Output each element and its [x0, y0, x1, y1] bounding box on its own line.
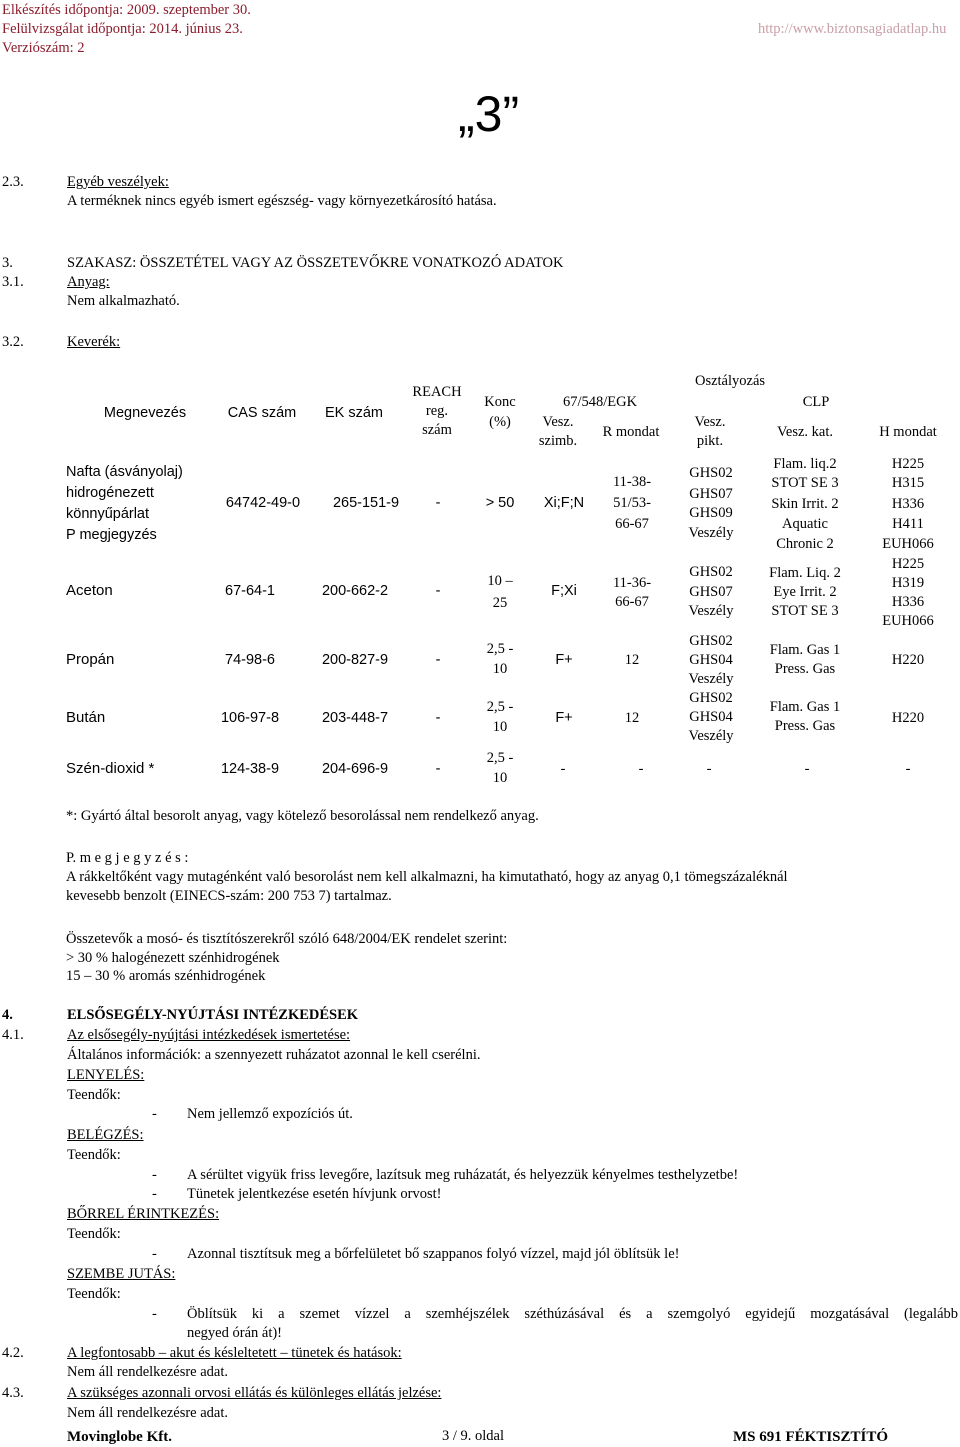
row-h-line: H336	[891, 496, 925, 512]
row-cat-line: Flam. Gas 1	[769, 642, 841, 658]
footer-page: 3 / 9. oldal	[442, 1428, 505, 1444]
row-symbol: F+	[555, 652, 573, 668]
row-cat-line: STOT SE 3	[771, 475, 839, 491]
section-4-3-number: 4.3.	[2, 1385, 24, 1401]
section-3-title: SZAKASZ: ÖSSZETÉTEL VAGY AZ ÖSSZETEVŐKRE VONATKOZÓ ADATOK	[67, 255, 564, 271]
header-reach-line3: szám	[422, 422, 452, 438]
row-ek: 265-151-9	[332, 495, 400, 511]
header-vesz-kat: Vesz. kat.	[777, 424, 833, 440]
section-4-3-title: A szükséges azonnali orvosi ellátás és különleges ellátás jelzése:	[67, 1385, 442, 1401]
row-reach: -	[435, 652, 441, 668]
section-2-3-text: A terméknek nincs egyéb ismert egészség- vagy környezetkárosító hatása.	[67, 193, 497, 209]
todo-label: Teendők:	[67, 1087, 121, 1103]
row-dash: -	[560, 761, 566, 777]
row-cas: 74-98-6	[225, 652, 275, 668]
header-vesz-szimb-line2: szimb.	[538, 433, 578, 449]
bullet-dash: -	[152, 1306, 157, 1322]
section-3-number: 3.	[2, 255, 13, 271]
eye-item-line2: negyed órán át)!	[187, 1325, 283, 1341]
row-cat-line: STOT SE 3	[771, 603, 839, 619]
row-name: Bután	[66, 709, 106, 726]
row-symbol: F;Xi	[551, 583, 577, 599]
section-4-2-number: 4.2.	[2, 1345, 24, 1361]
header-vesz-pikt-line1: Vesz.	[694, 414, 726, 430]
row-h-line: H336	[891, 594, 925, 610]
row-cat-line: Press. Gas	[774, 718, 836, 734]
skin-heading: BŐRREL ÉRINTKEZÉS:	[67, 1206, 220, 1222]
row-reach: -	[435, 761, 441, 777]
row-h-line: H411	[892, 516, 924, 532]
row-pict-line: GHS02	[689, 690, 733, 706]
bullet-dash: -	[152, 1167, 157, 1183]
row-cat-line: Flam. liq.2	[773, 456, 837, 472]
footer-company: Movinglobe Kft.	[67, 1429, 172, 1445]
row-cat-line: Press. Gas	[774, 661, 836, 677]
row-r-line: 66-67	[615, 516, 649, 532]
row-pict-line: GHS07	[689, 486, 733, 502]
row-cat-line: Flam. Liq. 2	[769, 565, 841, 581]
header-konc-line2: (%)	[489, 414, 511, 430]
row-cat-line: Aquatic	[782, 516, 828, 532]
header-reach-line1: REACH	[412, 384, 462, 400]
header-vesz-pikt-line2: pikt.	[696, 433, 724, 449]
section-3-1-number: 3.1.	[2, 274, 24, 290]
row-dash: -	[804, 761, 810, 777]
row-r-line: 51/53-	[613, 495, 651, 511]
section-4-title: ELSŐSEGÉLY-NYÚJTÁSI INTÉZKEDÉSEK	[67, 1007, 359, 1023]
row-pict-line: GHS07	[689, 584, 733, 600]
row-h-line: EUH066	[882, 536, 934, 552]
row-ek: 200-827-9	[321, 652, 389, 668]
section-2-3-number: 2.3.	[2, 174, 24, 190]
row-h-line: EUH066	[882, 613, 934, 629]
row-h-line: H319	[891, 575, 925, 591]
header-konc-line1: Konc	[484, 394, 516, 410]
created-date: Elkészítés időpontja: 2009. szeptember 30.	[2, 2, 251, 18]
row-cat-line: Eye Irrit. 2	[773, 584, 837, 600]
reviewed-date: Felülvizsgálat időpontja: 2014. június 23.	[2, 21, 243, 37]
row-r: 12	[624, 652, 640, 668]
row-h-line: H225	[891, 456, 925, 472]
row-pict-line: Veszély	[688, 603, 734, 619]
header-url-link[interactable]: http://www.biztonsagiadatlap.hu	[758, 21, 947, 37]
row-cas: 106-97-8	[220, 710, 280, 726]
inhalation-heading: BELÉGZÉS:	[67, 1127, 144, 1143]
row-r-line: 11-36-	[612, 575, 652, 591]
page-mark: „3”	[458, 86, 520, 142]
section-3-1-text: Nem alkalmazható.	[67, 293, 180, 309]
row-dash: -	[638, 761, 644, 777]
row-pict-line: Veszély	[688, 671, 734, 687]
row-cat-line: Chronic 2	[776, 536, 834, 552]
row-pict-line: Veszély	[688, 728, 734, 744]
row-konc-line: 10	[492, 719, 508, 735]
todo-label: Teendők:	[67, 1226, 121, 1242]
row-konc-line: 10	[492, 661, 508, 677]
row-pict-line: GHS02	[689, 564, 733, 580]
section-3-1-title: Anyag:	[67, 274, 110, 290]
row-cat-line: Skin Irrit. 2	[771, 496, 839, 512]
section-4-2-text: Nem áll rendelkezésre adat.	[67, 1364, 229, 1380]
row-name: Propán	[66, 651, 115, 668]
row-symbol: F+	[555, 710, 573, 726]
row-konc-line: 10	[492, 770, 508, 786]
inhalation-item: A sérültet vigyük friss levegőre, lazítsuk meg ruházatát, és helyezzük kényelmes testhelyzetbe!	[187, 1167, 739, 1183]
header-clp: CLP	[802, 394, 830, 410]
row-pict-line: GHS04	[689, 709, 733, 725]
section-3-2-number: 3.2.	[2, 334, 24, 350]
version-number: Verziószám: 2	[2, 40, 85, 56]
eye-item-line1: Öblítsük ki a szemet vízzel a szemhéjszélek széthúzásával és a szemgolyó egyidejű mozgatásával (legalább	[187, 1306, 958, 1322]
row-r-line: 66-67	[615, 594, 649, 610]
row-reach: -	[435, 710, 441, 726]
row-r: 12	[624, 710, 640, 726]
row-pict-line: GHS02	[689, 465, 733, 481]
header-vesz-szimb-line1: Vesz.	[542, 414, 574, 430]
row-cas: 124-38-9	[220, 761, 280, 777]
row-symbol: Xi;F;N	[543, 495, 585, 511]
section-4-1-title: Az elsősegély-nyújtási intézkedések ismertetése:	[67, 1027, 351, 1043]
row-konc-line: 2,5 -	[486, 699, 514, 715]
row-h-line: H315	[891, 475, 925, 491]
header-cas: CAS szám	[227, 405, 297, 421]
row-ek: 204-696-9	[321, 761, 389, 777]
general-info: Általános információk: a szennyezett ruházatot azonnal le kell cserélni.	[67, 1047, 481, 1063]
header-name: Megnevezés	[103, 405, 187, 421]
row-h-line: H225	[891, 556, 925, 572]
footer-product: MS 691 FÉKTISZTÍTÓ	[733, 1429, 889, 1445]
bullet-dash: -	[152, 1186, 157, 1202]
row-h: H220	[891, 652, 925, 668]
row-name: Szén-dioxid *	[66, 760, 155, 777]
inhalation-item: Tünetek jelentkezése esetén hívjunk orvost!	[187, 1186, 442, 1202]
row-konc: > 50	[485, 495, 515, 511]
row-konc-line: 10 –	[487, 573, 513, 589]
row-name-line: P megjegyzés	[66, 527, 157, 543]
row-dash: -	[706, 761, 712, 777]
row-cas: 64742-49-0	[225, 495, 301, 511]
note-line2: kevesebb benzolt (EINECS-szám: 200 753 7) tartalmaz.	[66, 888, 392, 904]
header-reach-line2: reg.	[425, 403, 449, 419]
bullet-dash: -	[152, 1106, 157, 1122]
row-reach: -	[435, 583, 441, 599]
row-ek: 203-448-7	[321, 710, 389, 726]
detergent-title: Összetevők a mosó- és tisztítószerekről szóló 648/2004/EK rendelet szerint:	[66, 931, 508, 947]
row-ek: 200-662-2	[321, 583, 389, 599]
section-4-1-number: 4.1.	[2, 1027, 24, 1043]
detergent-item: 15 – 30 % aromás szénhidrogének	[66, 968, 266, 984]
row-h: H220	[891, 710, 925, 726]
row-pict-line: Veszély	[688, 525, 734, 541]
header-ek: EK szám	[324, 405, 383, 421]
header-r-mondat: R mondat	[602, 424, 660, 440]
eye-heading: SZEMBE JUTÁS:	[67, 1266, 176, 1282]
section-4-2-title: A legfontosabb – akut és késleltetett – tünetek és hatások:	[67, 1345, 402, 1361]
ingestion-heading: LENYELÉS:	[67, 1067, 145, 1083]
section-2-3-title: Egyéb veszélyek:	[67, 174, 169, 190]
row-konc-line: 2,5 -	[486, 750, 514, 766]
row-name: Aceton	[66, 582, 113, 599]
section-4-3-text: Nem áll rendelkezésre adat.	[67, 1405, 229, 1421]
row-name-line: könnyűpárlat	[66, 506, 150, 522]
row-reach: -	[435, 495, 441, 511]
row-pict-line: GHS09	[689, 505, 733, 521]
row-name-line: Nafta (ásványolaj)	[66, 464, 183, 480]
row-konc-line: 2,5 -	[486, 641, 514, 657]
note-line1: A rákkeltőként vagy mutagénként való besorolást nem kell alkalmazni, ha kimutatható, hogy az anyag 0,1 tömegszázaléknál	[66, 869, 788, 885]
header-classification: Osztályozás	[694, 373, 766, 389]
bullet-dash: -	[152, 1246, 157, 1262]
table-footnote: *: Gyártó által besorolt anyag, vagy kötelező besorolással nem rendelkező anyag.	[66, 808, 539, 824]
skin-item: Azonnal tisztítsuk meg a bőrfelületet bő szappanos folyó vízzel, majd jól öblítsük le!	[187, 1246, 680, 1262]
row-name-line: hidrogénezett	[66, 485, 154, 501]
row-pict-line: GHS04	[689, 652, 733, 668]
todo-label: Teendők:	[67, 1286, 121, 1302]
row-cat-line: Flam. Gas 1	[769, 699, 841, 715]
ingestion-item: Nem jellemző expozíciós út.	[187, 1106, 353, 1122]
note-title: P. m e g j e g y z é s :	[66, 850, 189, 866]
section-3-2-title: Keverék:	[67, 334, 121, 350]
section-4-number: 4.	[2, 1007, 13, 1023]
row-dash: -	[905, 761, 911, 777]
row-cas: 67-64-1	[225, 583, 275, 599]
header-directive: 67/548/EGK	[562, 394, 638, 410]
row-konc-line: 25	[492, 595, 508, 611]
row-r-line: 11-38-	[612, 474, 652, 490]
header-h-mondat: H mondat	[879, 424, 937, 440]
todo-label: Teendők:	[67, 1147, 121, 1163]
detergent-item: > 30 % halogénezett szénhidrogének	[66, 950, 280, 966]
row-pict-line: GHS02	[689, 633, 733, 649]
